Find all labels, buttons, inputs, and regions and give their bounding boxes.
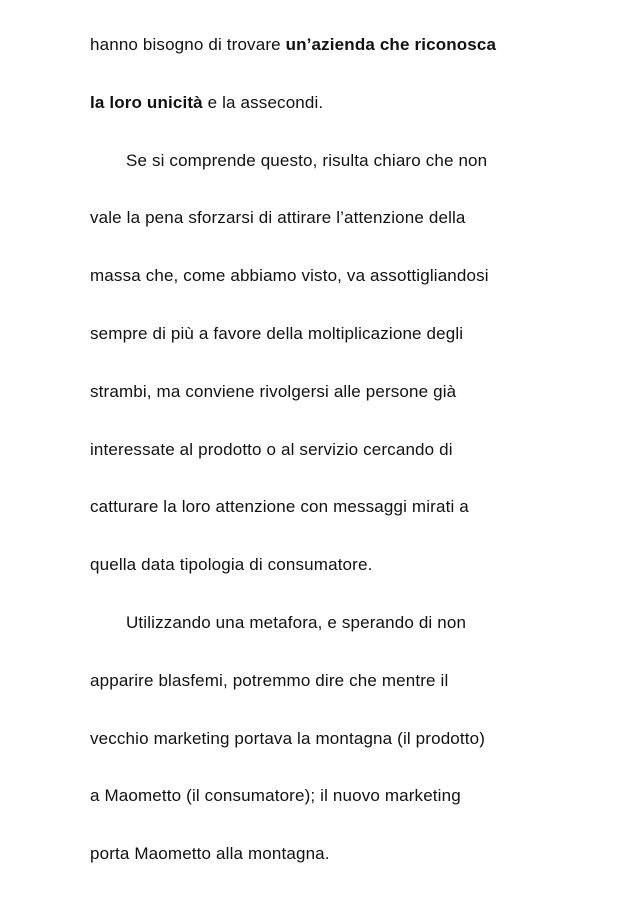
text-run: vecchio marketing portava la montagna (il prodotto)	[90, 728, 486, 748]
text-run: a Maometto (il consumatore); il nuovo marketing	[90, 786, 461, 806]
text-run: apparire blasfemi, potremmo dire che mentre il	[90, 670, 449, 690]
text-run: e la assecondi.	[202, 92, 324, 112]
bold-text-run: la loro unicità	[90, 92, 203, 112]
text-run: hanno bisogno di trovare	[90, 35, 286, 54]
paragraph-first-line	[90, 606, 560, 664]
text-run: vale la pena sforzarsi di attirare l’attenzione della	[90, 208, 466, 228]
text-line	[90, 490, 560, 548]
text-run: porta Maometto alla montagna.	[90, 844, 330, 864]
text-line	[90, 317, 560, 375]
text-run: Se si comprende questo, risulta chiaro che non	[126, 150, 488, 170]
text-line	[90, 375, 560, 433]
text-run: sempre di più a favore della moltiplicazione degli	[90, 323, 464, 343]
bold-text-run: un’azienda che riconosca	[285, 35, 497, 54]
text-line	[90, 28, 560, 86]
text-line	[90, 837, 560, 895]
text-run: Utilizzando una metafora, e sperando di non	[126, 612, 467, 632]
text-run: quella data tipologia di consumatore.	[90, 555, 373, 575]
text-run: catturare la loro attenzione con messaggi mirati a	[90, 497, 469, 517]
text-line	[90, 779, 560, 837]
text-line	[90, 722, 560, 780]
text-line	[90, 664, 560, 722]
text-run: interessate al prodotto o al servizio cercando di	[90, 439, 453, 459]
text-run: massa che, come abbiamo visto, va assottigliandosi	[90, 266, 489, 286]
paragraph-first-line	[90, 144, 560, 202]
body-text	[90, 28, 560, 895]
text-line	[90, 86, 560, 144]
text-line	[90, 433, 560, 491]
text-run: strambi, ma conviene rivolgersi alle persone già	[90, 381, 457, 401]
text-line	[90, 201, 560, 259]
text-line	[90, 259, 560, 317]
text-line	[90, 548, 560, 606]
